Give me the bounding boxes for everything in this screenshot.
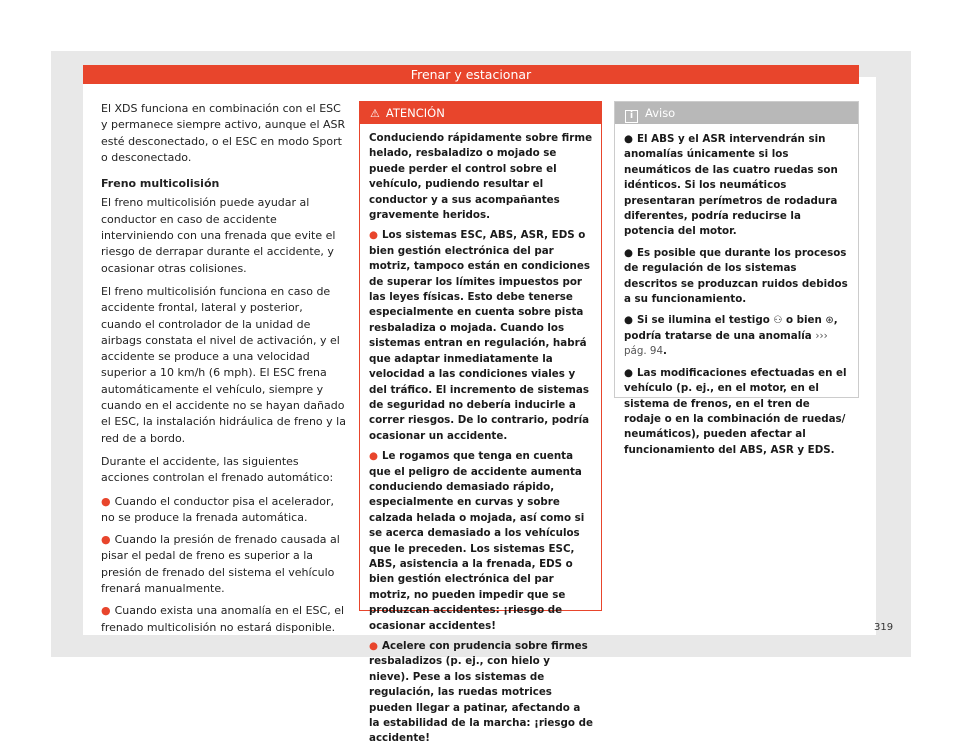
bullet-icon: ● <box>624 314 633 327</box>
list-item: ● Acelere con prudencia sobre firmes resbaladizos (p. ej., con hielo y nieve). Pese a los sistemas de regulación, las ruedas motrices pueden llegar a patinar, afectando a la estabilidad de la marcha: ¡riesgo de accidente! <box>369 640 593 745</box>
main-column <box>101 101 346 642</box>
subheading-multicollision: Freno multicolisión <box>101 177 220 191</box>
bullet-icon: ● <box>369 229 378 242</box>
list-item: ● Si se ilumina el testigo ⚇ o bien ⊛, podría tratarse de una anomalía ››› pág. 94. <box>624 314 838 358</box>
bullet-icon: ● <box>369 450 378 463</box>
multicollision-paragraph-2: El freno multicolisión funciona en caso de accidente frontal, lateral y posterior, cuando el controlador de la unidad de airbags constata el nivel de activación, y el accidente se produce a una velocidad superior a 10 km/h (6 mph). El ESC frena automáticamente el vehículo, siempre y cuando en el accidente no se hayan dañado el ESC, la instalación hidráulica de freno y la red de a bordo. <box>101 284 346 445</box>
list-item: ● Las modificaciones efectuadas en el vehículo (p. ej., en el motor, en el sistema de frenos, en el tren de rodaje o en la combinación de ruedas/ neumáticos), pueden afectar al funcionamiento del ABS, ASR y EDS. <box>624 366 847 456</box>
note-header <box>615 102 858 124</box>
esc-lamp-icon: ⚇ <box>773 315 783 327</box>
list-item: ● Le rogamos que tenga en cuenta que el peligro de accidente aumenta conduciendo demasiado rápido, especialmente en curvas y sobre calzada helada o mojada, así como si se acerca demasiado a los vehículos que le preceden. Los sistemas ESC, ABS, asistencia a la frenada, EDS o bien gestión electrónica del par motriz, no pueden impedir que se produzcan accidentes: ¡riesgo de ocasionar accidentes! <box>369 450 585 632</box>
multicollision-paragraph-1: El freno multicolisión puede ayudar al conductor en caso de accidente interviniendo con una frenada que evite el riesgo de derrapar durante el accidente, y ocasionar otras colisiones. <box>101 196 336 275</box>
warning-box <box>359 101 602 745</box>
list-item: ● El ABS y el ASR intervendrán sin anomalías únicamente si los neumáticos de las cuatro ruedas son idénticos. Si los neumáticos presentaran perímetros de rodadura diferentes, podría reducirse la potencia del motor. <box>624 133 838 238</box>
info-icon: i <box>625 110 638 123</box>
bullet-icon: ● <box>101 533 111 547</box>
page-number: 319 <box>874 622 894 633</box>
list-item: ● Cuando exista una anomalía en el ESC, el frenado multicolisión no estará disponible. <box>101 604 345 634</box>
multicollision-paragraph-3: Durante el accidente, las siguientes acciones controlan el frenado automático: <box>101 454 334 485</box>
section-header: Frenar y estacionar <box>83 65 859 84</box>
bullet-icon: ● <box>369 640 378 652</box>
bullet-icon: ● <box>624 366 633 379</box>
list-item: ● Es posible que durante los procesos de regulación de los sistemas descritos se produzcan ruidos debidos a su funcionamiento. <box>624 246 848 306</box>
note-box <box>614 101 859 456</box>
warning-body <box>360 124 601 747</box>
warning-triangle-icon: ⚠ <box>370 107 380 120</box>
warning-title: ATENCIÓN <box>385 106 445 120</box>
list-item: ● Los sistemas ESC, ABS, ASR, EDS o bien gestión electrónica del par motriz, tampoco están en condiciones de superar los límites impuestos por las leyes físicas. Esto debe tenerse especialmente en cuenta sobre pista resbaladiza o mojada. Cuando los sistemas entran en regulación, habrá que adaptar inmediatamente la velocidad a las condiciones viales y del tráfico. El incremento de sistemas de seguridad no debería inducirle a correr riesgos. De lo contrario, podría ocasionar un accidente. <box>369 229 590 442</box>
bullet-icon: ● <box>101 604 111 618</box>
bullet-icon: ● <box>624 246 633 259</box>
list-item: ● Cuando la presión de frenado causada al pisar el pedal de freno es superior a la presión de frenado del sistema el vehículo frenará manualmente. <box>101 533 340 596</box>
warning-intro: Conduciendo rápidamente sobre firme helado, resbaladizo o mojado se puede perder el control sobre el vehículo, pudiendo resultar el conductor y a sus acompañantes gravemente heridos. <box>369 132 593 222</box>
warning-header <box>360 102 601 124</box>
note-title: Aviso <box>645 106 676 120</box>
list-item: ● Cuando el conductor pisa el acelerador, no se produce la frenada automática. <box>101 494 335 524</box>
page-reference-link[interactable]: ››› pág. 94 <box>624 329 828 358</box>
abs-lamp-icon: ⊛ <box>825 315 834 327</box>
bullet-icon: ● <box>101 494 111 508</box>
xds-paragraph: El XDS funciona en combinación con el ESC y permanece siempre activo, aunque el ASR esté desconectado, o el ESC en modo Sport o desconectado. <box>101 102 346 164</box>
bullet-icon: ● <box>624 133 633 145</box>
note-body <box>615 124 858 458</box>
